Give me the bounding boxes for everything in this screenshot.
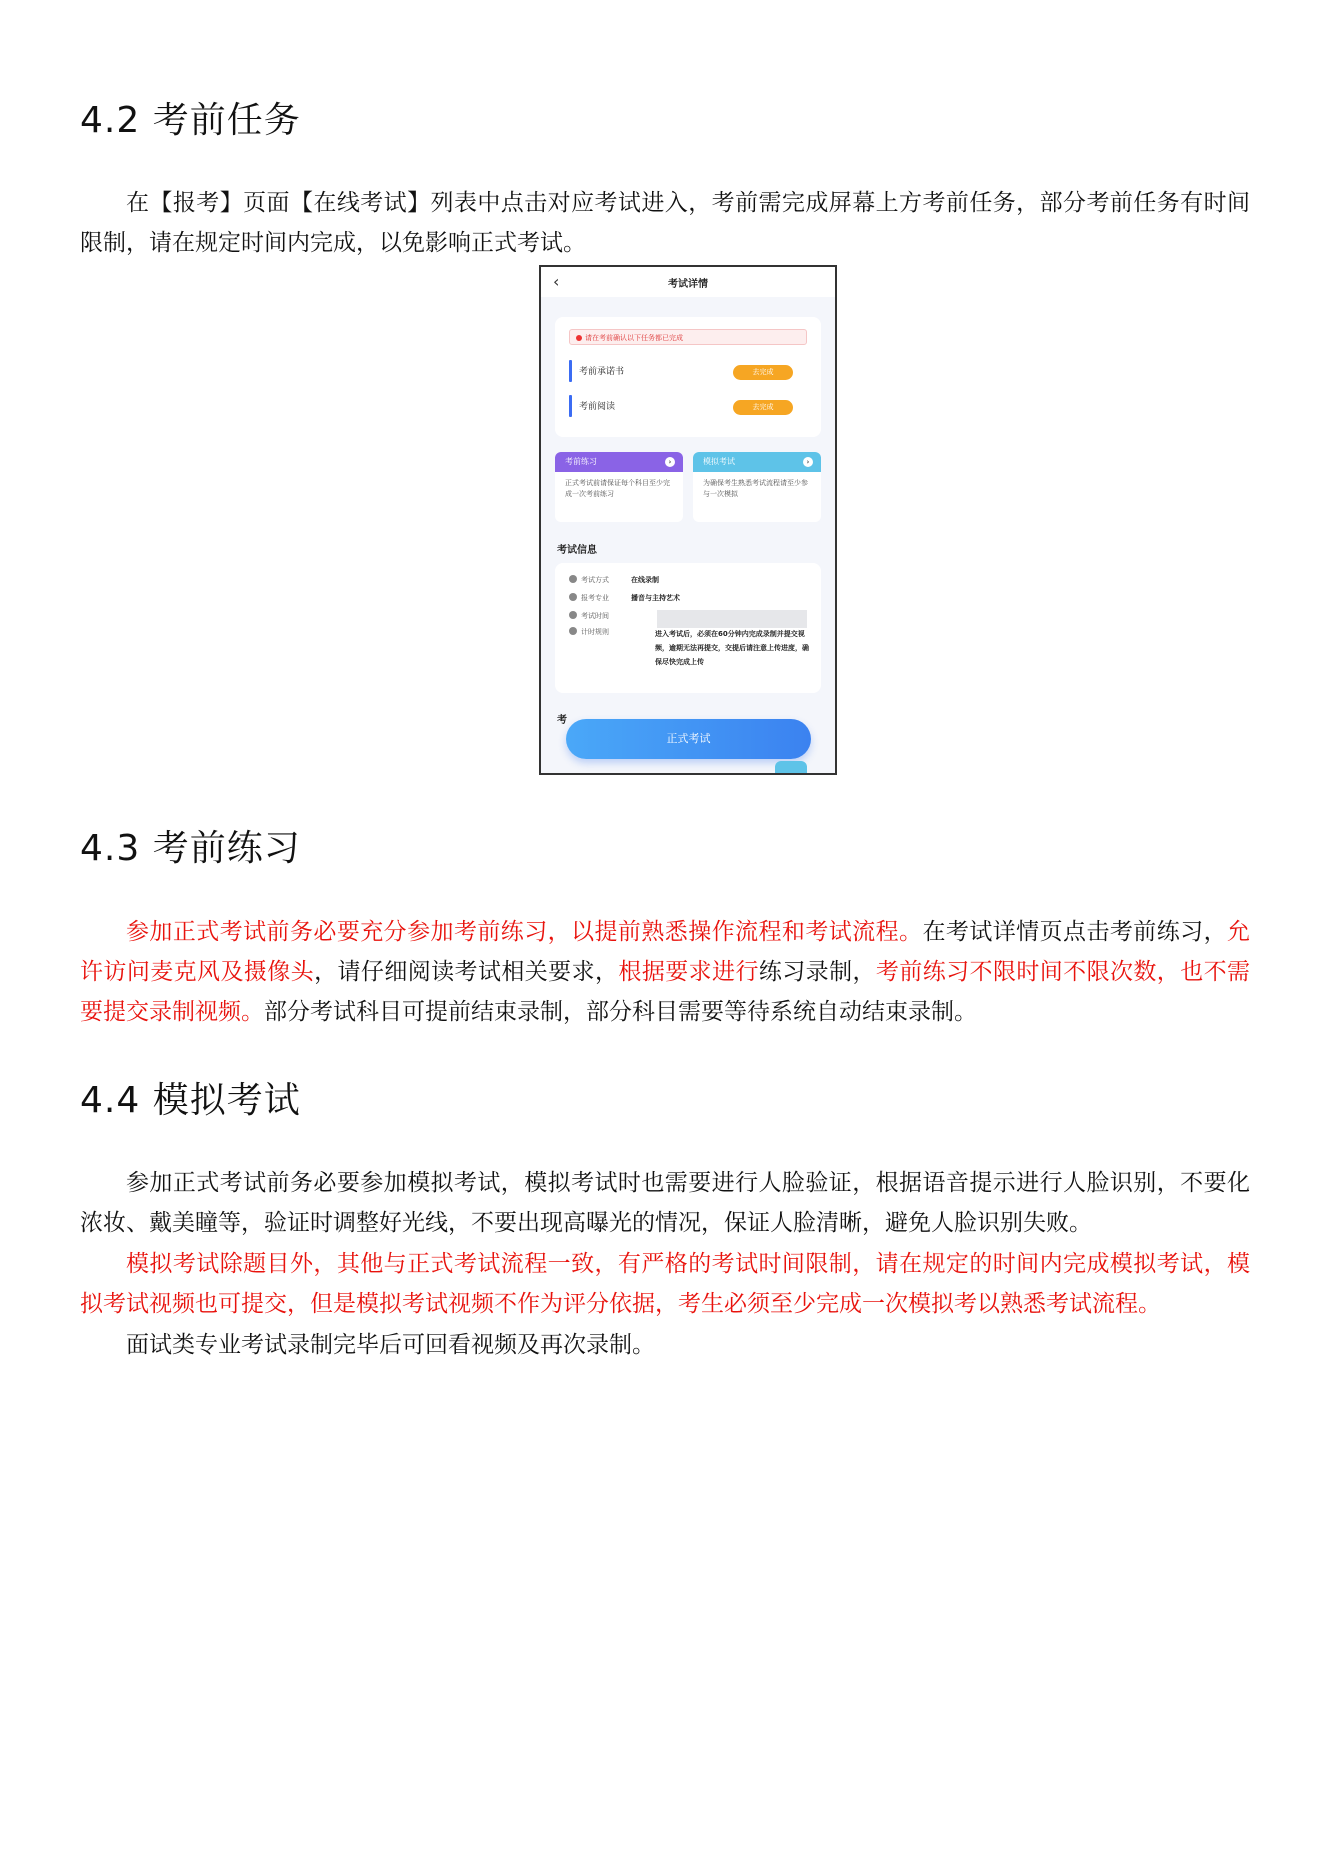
formal-exam-button[interactable]: 正式考试 bbox=[566, 719, 811, 759]
section-4-3-paragraph bbox=[80, 912, 1250, 1032]
task-row-reading bbox=[569, 395, 807, 417]
phone-title: 考试详情 bbox=[668, 279, 708, 290]
info-row-major bbox=[569, 593, 680, 603]
task-notice bbox=[569, 329, 807, 345]
info-value: 在线录制 bbox=[631, 576, 659, 584]
red-text: 参加正式考试前务必要充分参加考前练习，以提前熟悉操作流程和考试流程。 bbox=[126, 919, 923, 945]
timer-icon bbox=[569, 627, 577, 635]
arrow-icon: › bbox=[665, 457, 675, 467]
section-heading-4-4: 4.4 模拟考试 bbox=[80, 1080, 301, 1121]
mock-card[interactable] bbox=[693, 452, 821, 522]
complete-button[interactable]: 去完成 bbox=[733, 400, 793, 415]
red-text: 允许访问麦克风及摄像头 bbox=[80, 919, 1251, 985]
decoration-shape bbox=[775, 761, 807, 773]
timing-rule-text: 进入考试后，必须在60分钟内完成录制并提交视频，逾期无法再提交，交提后请注意上传进度，确保尽快完成上传 bbox=[655, 630, 809, 666]
alert-icon bbox=[576, 335, 582, 341]
exam-info-card bbox=[555, 563, 821, 693]
blurred-time-value bbox=[657, 610, 807, 628]
task-bar bbox=[569, 395, 572, 417]
info-key: 报考专业 bbox=[581, 594, 609, 602]
arrow-icon: › bbox=[803, 457, 813, 467]
task-bar bbox=[569, 360, 572, 382]
clock-icon bbox=[569, 611, 577, 619]
practice-card-desc: 正式考试前请保证每个科目至少完成一次考前练习 bbox=[565, 479, 670, 498]
major-icon bbox=[569, 593, 577, 601]
mock-card-header bbox=[693, 452, 821, 472]
practice-card-title: 考前练习 bbox=[565, 457, 597, 466]
section-4-2-paragraph: 在【报考】页面【在线考试】列表中点击对应考试进入，考前需完成屏幕上方考前任务，部分考前任务有时间限制，请在规定时间内完成，以免影响正式考试。 bbox=[80, 190, 1250, 256]
text: 部分考试科目可提前结束录制，部分科目需要等待系统自动结束录制。 bbox=[264, 999, 977, 1025]
method-icon bbox=[569, 575, 577, 583]
info-value: 播音与主持艺术 bbox=[631, 594, 680, 602]
mock-card-desc: 为确保考生熟悉考试流程请至少参与一次模拟 bbox=[703, 479, 808, 498]
section-4-4-paragraph-2: 模拟考试除题目外，其他与正式考试流程一致，有严格的考试时间限制，请在规定的时间内完成模拟考试，模拟考试视频也可提交，但是模拟考试视频不作为评分依据，考生必须至少完成一次模拟考以熟悉考试流程。 bbox=[80, 1251, 1250, 1317]
info-row-method bbox=[569, 575, 659, 585]
red-text: 考前练习不限时间不限次数，也不需要提交录制视频。 bbox=[80, 959, 1251, 1025]
info-key: 考试方式 bbox=[581, 576, 609, 584]
info-row-time bbox=[569, 611, 631, 621]
task-label: 考前阅读 bbox=[579, 402, 616, 412]
back-icon[interactable]: ‹ bbox=[553, 272, 560, 291]
text: 练习录制， bbox=[758, 959, 876, 985]
task-label: 考前承诺书 bbox=[579, 367, 625, 377]
text: ，请仔细阅读考试相关要求， bbox=[314, 959, 619, 985]
red-text: 根据要求进行 bbox=[618, 959, 759, 985]
section-4-4-paragraph-1: 参加正式考试前务必要参加模拟考试，模拟考试时也需要进行人脸验证，根据语音提示进行人脸识别，不要化浓妆、戴美瞳等，验证时调整好光线，不要出现高曝光的情况，保证人脸清晰，避免人脸识别失败。 bbox=[80, 1170, 1250, 1236]
info-key: 计时规则 bbox=[581, 628, 609, 636]
section-heading-4-2: 4.2 考前任务 bbox=[80, 100, 301, 141]
task-row-commitment bbox=[569, 360, 807, 382]
practice-card[interactable] bbox=[555, 452, 683, 522]
info-key: 考试时间 bbox=[581, 612, 609, 620]
section-heading-4-3: 4.3 考前练习 bbox=[80, 828, 301, 869]
mock-card-title: 模拟考试 bbox=[703, 457, 735, 466]
complete-button[interactable]: 去完成 bbox=[733, 365, 793, 380]
section-4-4-paragraph-3: 面试类专业考试录制完毕后可回看视频及再次录制。 bbox=[126, 1332, 655, 1358]
practice-card-header bbox=[555, 452, 683, 472]
info-row-rule bbox=[569, 627, 631, 637]
phone-header bbox=[541, 267, 835, 297]
exam-info-title: 考试信息 bbox=[557, 545, 597, 556]
notice-text: 请在考前确认以下任务都已完成 bbox=[585, 334, 683, 342]
text: 在考试详情页点击考前练习， bbox=[922, 919, 1228, 945]
exam-detail-screenshot bbox=[539, 265, 837, 775]
pre-exam-task-card bbox=[555, 317, 821, 437]
next-section-peek: 考 bbox=[557, 715, 567, 726]
